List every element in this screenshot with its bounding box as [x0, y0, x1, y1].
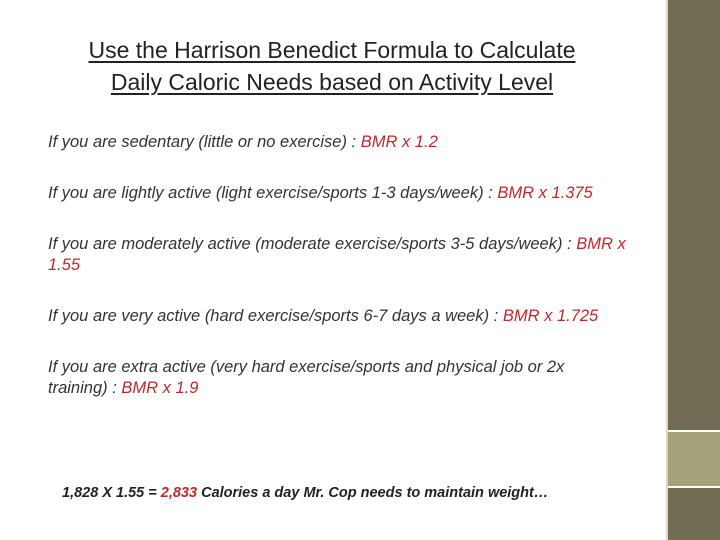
activity-level-formula: BMR x 1.2 [360, 133, 438, 151]
activity-level-text: If you are extra active (very hard exercise/sports and physical job or 2x training) : [48, 358, 565, 397]
activity-level-formula: BMR x 1.725 [502, 307, 599, 325]
activity-level-extra-active [48, 357, 628, 399]
calculation-summary [62, 483, 642, 503]
activity-level-moderately-active [48, 234, 628, 276]
activity-level-lightly-active [48, 183, 628, 204]
summary-suffix: Calories a day Mr. Cop needs to maintain weight… [197, 485, 549, 501]
activity-level-text: If you are sedentary (little or no exercise) : [48, 133, 361, 151]
summary-prefix: 1,828 X 1.55 = [62, 485, 161, 501]
slide-title [40, 34, 624, 98]
sidebar-panel-top [668, 0, 720, 430]
slide-title-line-1: Use the Harrison Benedict Formula to Calculate [88, 37, 576, 63]
activity-level-text: If you are moderately active (moderate exercise/sports 3-5 days/week) : [48, 235, 577, 253]
activity-level-formula: BMR x 1.55 [48, 235, 626, 274]
activity-level-list [48, 132, 628, 429]
sidebar-panel-accent [668, 432, 720, 486]
summary-result: 2,833 [160, 485, 198, 501]
activity-level-text: If you are lightly active (light exercise/sports 1-3 days/week) : [48, 184, 498, 202]
activity-level-text: If you are very active (hard exercise/sports 6-7 days a week) : [48, 307, 503, 325]
activity-level-very-active [48, 306, 628, 327]
sidebar-panel-bottom [668, 488, 720, 540]
activity-level-formula: BMR x 1.375 [497, 184, 593, 202]
activity-level-sedentary [48, 132, 628, 153]
activity-level-formula: BMR x 1.9 [121, 379, 199, 397]
slide-title-line-2: Daily Caloric Needs based on Activity Level [110, 69, 554, 95]
